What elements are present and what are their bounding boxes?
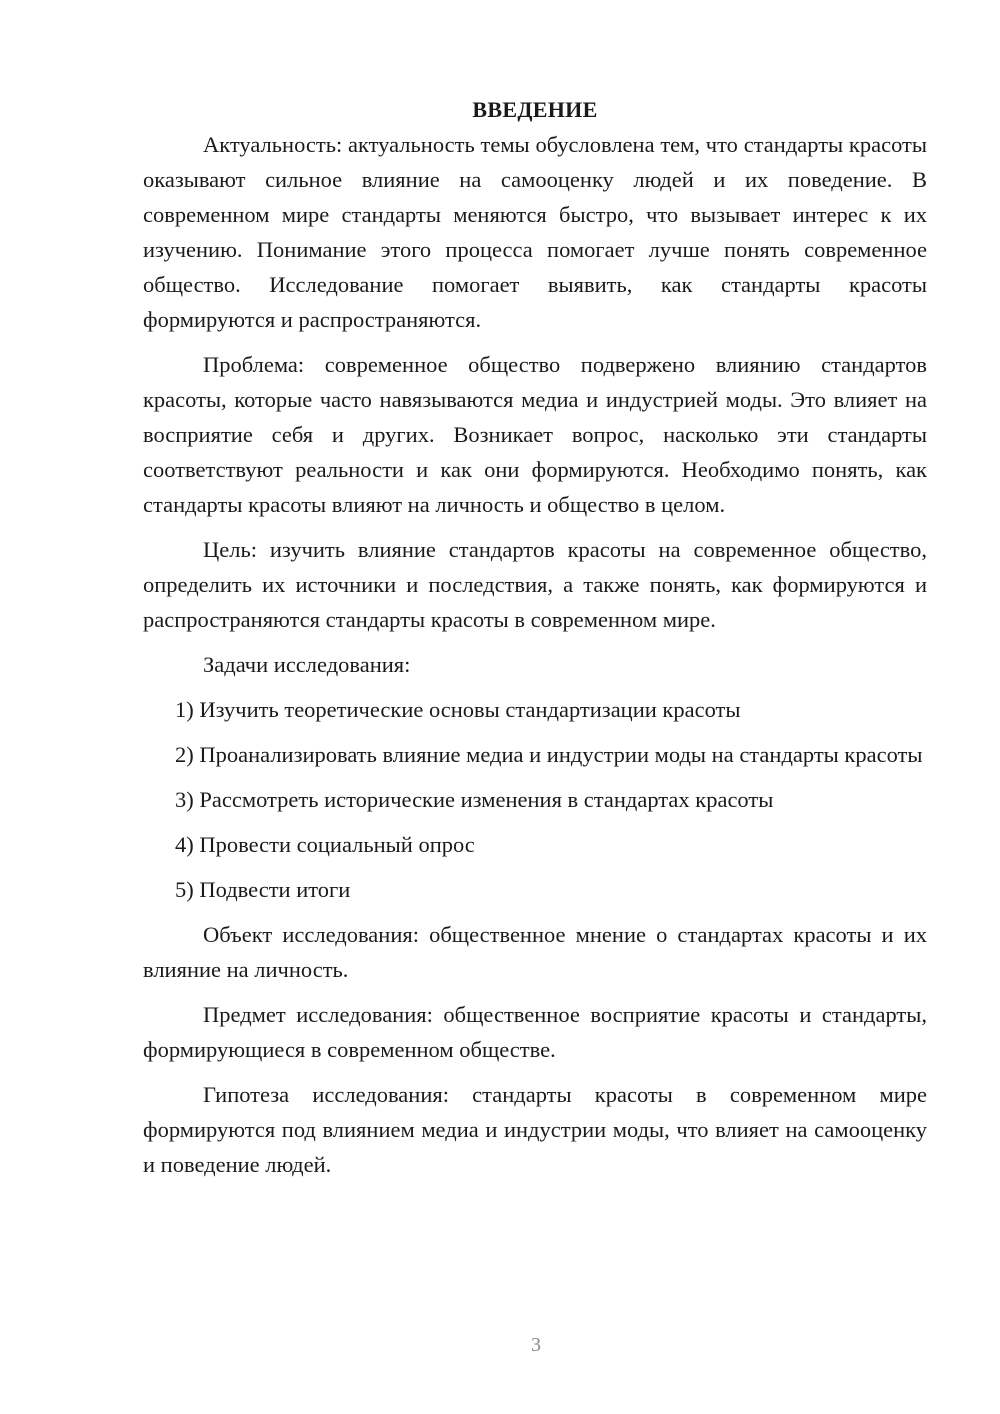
paragraph-relevance: Актуальность: актуальность темы обусловлена тем, что стандарты красоты оказывают сильное влияние на самооценку людей и их поведение. В современном мире стандарты меняются быстро, что вызывает интерес к их изучению. Понимание этого процесса помогает лучше понять современное общество. Исследование помогает выявить, как стандарты красоты формируются и распространяются. [143, 132, 927, 332]
list-item: 1) Изучить теоретические основы стандартизации красоты [175, 697, 741, 722]
paragraph-hypothesis: Гипотеза исследования: стандарты красоты в современном мире формируются под влиянием медиа и индустрии моды, что влияет на самооценку и поведение людей. [143, 1082, 927, 1177]
paragraph-object: Объект исследования: общественное мнение о стандартах красоты и их влияние на личность. [143, 922, 927, 982]
paragraph-goal: Цель: изучить влияние стандартов красоты на современное общество, определить их источники и последствия, а также понять, как формируются и распространяются стандарты красоты в современном мире. [143, 537, 927, 632]
list-item: 2) Проанализировать влияние медиа и индустрии моды на стандарты красоты [175, 742, 923, 767]
list-item: 5) Подвести итоги [175, 877, 351, 902]
page-number: 3 [531, 1334, 541, 1356]
document-page [143, 92, 927, 1192]
paragraph-problem: Проблема: современное общество подвержено влиянию стандартов красоты, которые часто навязываются медиа и индустрией моды. Это влияет на восприятие себя и других. Возникает вопрос, насколько эти стандарты соответствуют реальности и как они формируются. Необходимо понять, как стандарты красоты влияют на личность и общество в целом. [143, 352, 927, 517]
tasks-list [143, 692, 927, 907]
page-title: ВВЕДЕНИЕ [472, 97, 598, 122]
list-item: 4) Провести социальный опрос [175, 832, 475, 857]
list-item: 3) Рассмотреть исторические изменения в стандартах красоты [175, 787, 774, 812]
paragraph-subject: Предмет исследования: общественное восприятие красоты и стандарты, формирующиеся в современном обществе. [143, 1002, 927, 1062]
tasks-heading: Задачи исследования: [203, 652, 411, 677]
